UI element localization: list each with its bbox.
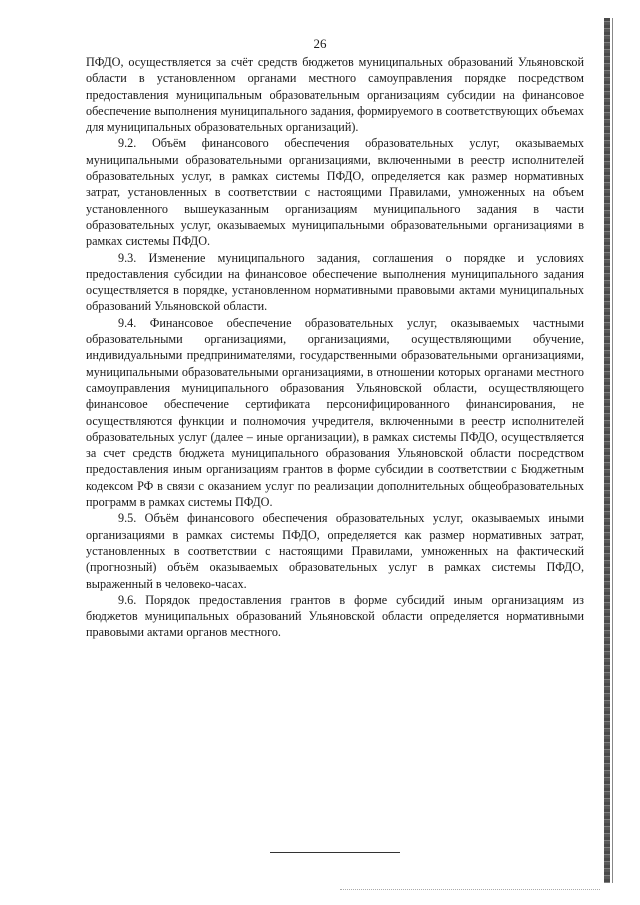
scan-artifact bbox=[340, 889, 600, 891]
paragraph-9-2: 9.2. Объём финансового обеспечения образовательных услуг, оказываемых муниципальными образовательными организациями, включенными в реестр исполнителей образовательных услуг, в рамках системы ПФДО, определяется как размер нормативных затрат, установленных в соответствии с настоящими Правилами, умноженных на объем установленного вышеуказанным организациям муниципального задания в части образовательных услуг, оказываемых муниципальными образовательными организациями в рамках системы ПФДО. bbox=[86, 136, 584, 249]
paragraph-9-6: 9.6. Порядок предоставления грантов в форме субсидий иным организациям из бюджетов муниципальных образований Ульяновской области определяется нормативными правовыми актами органов местного. bbox=[86, 592, 584, 640]
footer-rule bbox=[270, 852, 400, 853]
document-body bbox=[86, 54, 584, 641]
paragraph-continuation: ПФДО, осуществляется за счёт средств бюджетов муниципальных образований Ульяновской области в установленном органами местного самоуправления порядке посредством предоставления муниципальным образовательным организациям субсидии на финансовое обеспечение выполнения муниципального задания, формируемого в соответствующих объемах для муниципальных образовательных организаций). bbox=[86, 55, 584, 135]
page-edge-shadow bbox=[604, 18, 610, 883]
paragraph-9-3: 9.3. Изменение муниципального задания, соглашения о порядке и условиях предоставления субсидии на финансовое обеспечение выполнения муниципального задания осуществляется в порядке, установленном нормативными правовыми актами муниципальных образований Ульяновской области. bbox=[86, 250, 584, 314]
paragraph-9-5: 9.5. Объём финансового обеспечения образовательных услуг, оказываемых иными организациями в рамках системы ПФДО, определяется как размер нормативных затрат, установленных в соответствии с настоящими Правилами, умноженных на фактический (прогнозный) объём оказываемых образовательных услуг в рамках системы ПФДО, выраженный в человеко-часах. bbox=[86, 511, 584, 591]
page-edge-line bbox=[612, 18, 613, 883]
page-number: 26 bbox=[313, 36, 327, 51]
paragraph-9-4: 9.4. Финансовое обеспечение образовательных услуг, оказываемых частными образовательными организациями, организациями, осуществляющими обучение, индивидуальными предпринимателями, государственными образовательными организациями, муниципальными образовательными организациями, в отношении которых органами местного самоуправления муниципального образования Ульяновской области, осуществляющего финансовое обеспечение сертификата персонифицированного финансирования, не осуществляются функции и полномочия учредителя, включенными в реестр исполнителей образовательных услуг (далее – иные организации), в рамках системы ПФДО, осуществляется за счет средств бюджета муниципального образования Ульяновской области посредством предоставления иным организациям грантов в форме субсидии в соответствии с Бюджетным кодексом РФ в связи с оказанием услуг по реализации дополнительных общеобразовательных программ в рамках системы ПФДО. bbox=[86, 315, 584, 510]
